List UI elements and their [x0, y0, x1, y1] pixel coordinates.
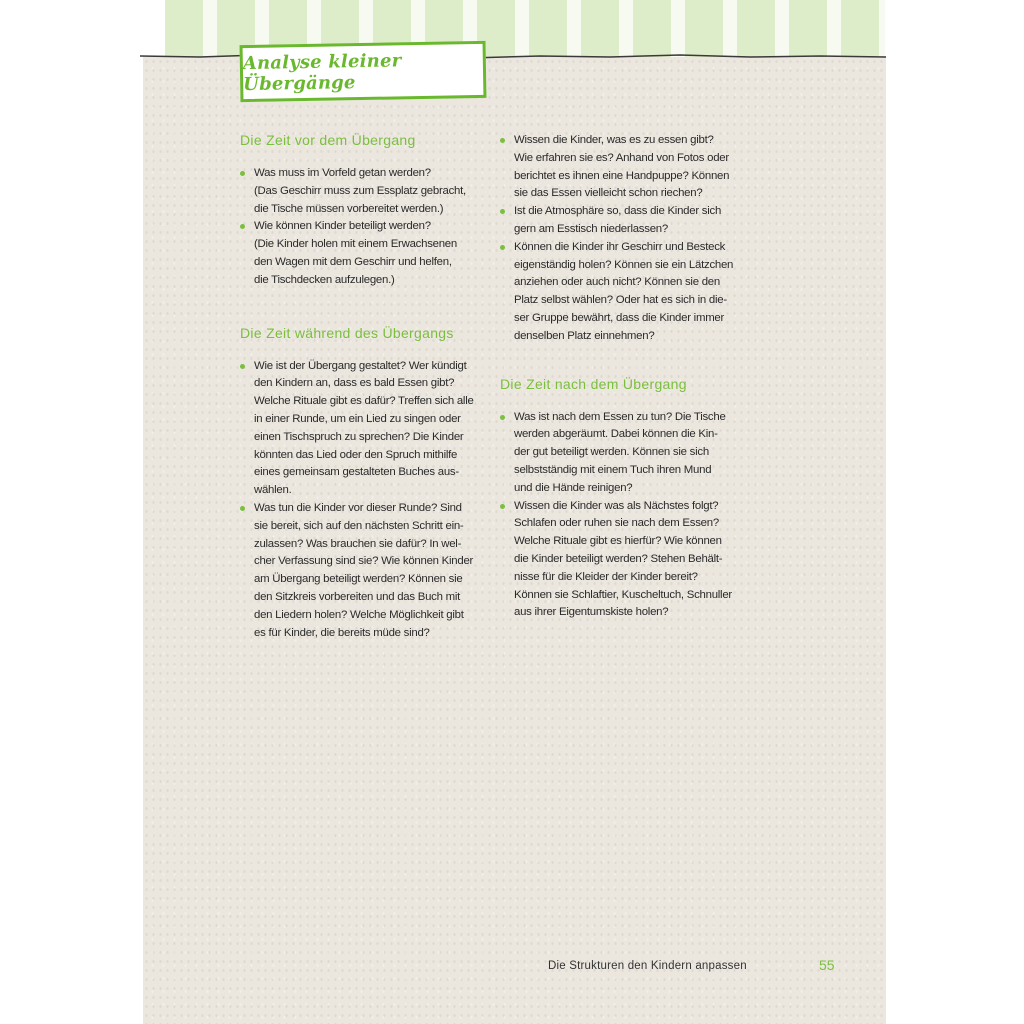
list-during-transition-continued — [500, 132, 745, 346]
line: Wie erfahren sie es? Anhand von Fotos oder — [514, 151, 729, 164]
line: berichtet es ihnen eine Handpuppe? Können — [514, 169, 730, 182]
line: selbstständig mit einem Tuch ihren Mund — [514, 463, 712, 476]
section-title: Analyse kleiner Übergänge — [242, 49, 402, 95]
line: anziehen oder auch nicht? Können sie den — [514, 276, 720, 289]
line: Wie können Kinder beteiligt werden? — [254, 220, 431, 233]
line: der gut beteiligt werden. Können sie sich — [514, 446, 709, 459]
list-item — [240, 218, 485, 289]
line: wählen. — [254, 484, 292, 497]
line: aus ihrer Eigentumskiste holen? — [514, 606, 669, 619]
line: Können die Kinder ihr Geschirr und Besteck — [514, 240, 726, 253]
left-column — [240, 132, 485, 642]
line: (Das Geschirr muss zum Essplatz gebracht, — [254, 184, 466, 197]
line: cher Verfassung sind sie? Wie können Kinder — [254, 555, 474, 568]
list-after-transition — [500, 409, 745, 623]
line: eines gemeinsam gestalteten Buches aus- — [254, 466, 459, 479]
bullet-icon — [240, 224, 245, 229]
list-during-transition — [240, 358, 485, 643]
line: sie bereit, sich auf den nächsten Schritt ein- — [254, 519, 464, 532]
right-column — [500, 132, 745, 622]
line: einen Tischspruch zu sprechen? Die Kinder — [254, 430, 464, 443]
list-item — [240, 165, 485, 218]
list-item — [500, 498, 745, 623]
list-item — [500, 203, 745, 239]
line: den Kindern an, dass es bald Essen gibt? — [254, 377, 455, 390]
bullet-icon — [500, 504, 505, 509]
line: könnten das Lied oder den Spruch mithilfe — [254, 448, 458, 461]
line: Platz selbst wählen? Oder hat es sich in die- — [514, 294, 727, 307]
line: und die Hände reinigen? — [514, 481, 633, 494]
line: eigenständig holen? Können sie ein Lätzchen — [514, 258, 734, 271]
line: werden abgeräumt. Dabei können die Kin- — [514, 428, 718, 441]
line: Was muss im Vorfeld getan werden? — [254, 167, 431, 179]
line: zulassen? Was brauchen sie dafür? In wel- — [254, 537, 462, 550]
line: denselben Platz einnehmen? — [514, 329, 655, 342]
bullet-icon — [500, 245, 505, 250]
line: Was ist nach dem Essen zu tun? Die Tische — [514, 410, 726, 423]
bullet-icon — [240, 506, 245, 511]
line: die Tische müssen vorbereitet werden.) — [254, 202, 444, 215]
bullet-icon — [240, 171, 245, 176]
line: die Kinder beteiligt werden? Stehen Behält- — [514, 552, 723, 565]
list-item — [500, 239, 745, 346]
line: in einer Runde, um ein Lied zu singen oder — [254, 412, 461, 425]
bullet-icon — [500, 209, 505, 214]
bullet-icon — [500, 138, 505, 143]
list-item — [240, 500, 485, 642]
line: gern am Esstisch niederlassen? — [514, 222, 668, 235]
bullet-icon — [240, 364, 245, 369]
footer-chapter-title: Die Strukturen den Kindern anpassen — [548, 960, 747, 972]
line: Was tun die Kinder vor dieser Runde? Sind — [254, 501, 462, 514]
line: Welche Rituale gibt es dafür? Treffen sich alle — [254, 395, 474, 408]
line: Schlafen oder ruhen sie nach dem Essen? — [514, 517, 719, 530]
line: Können sie Schlaftier, Kuscheltuch, Schnuller — [514, 588, 732, 601]
list-before-transition — [240, 165, 485, 290]
line: (Die Kinder holen mit einem Erwachsenen — [254, 238, 457, 251]
line: den Sitzkreis vorbereiten und das Buch mit — [254, 590, 461, 603]
list-item — [500, 409, 745, 498]
line: am Übergang beteiligt werden? Können sie — [254, 573, 463, 586]
heading-before-transition: Die Zeit vor dem Übergang — [240, 132, 416, 148]
line: ser Gruppe bewährt, dass die Kinder immer — [514, 311, 725, 324]
section-title-box — [240, 41, 487, 102]
line: den Liedern holen? Welche Möglichkeit gibt — [254, 608, 464, 621]
heading-after-transition: Die Zeit nach dem Übergang — [500, 375, 687, 392]
line: sie das Essen vielleicht schon riechen? — [514, 187, 703, 200]
line: nisse für die Kleider der Kinder bereit? — [514, 570, 698, 583]
bullet-icon — [500, 415, 505, 420]
page-number: 55 — [819, 957, 835, 973]
line: Ist die Atmosphäre so, dass die Kinder sich — [514, 205, 722, 218]
list-item — [240, 358, 485, 500]
list-item — [500, 132, 745, 203]
line: Wissen die Kinder, was es zu essen gibt? — [514, 134, 714, 146]
line: Wie ist der Übergang gestaltet? Wer kündigt — [254, 359, 467, 372]
line: den Wagen mit dem Geschirr und helfen, — [254, 255, 452, 268]
line: Welche Rituale gibt es hierfür? Wie können — [514, 535, 722, 548]
line: Wissen die Kinder was als Nächstes folgt? — [514, 499, 719, 512]
line: die Tischdecken aufzulegen.) — [254, 273, 395, 286]
line: es für Kinder, die bereits müde sind? — [254, 626, 430, 639]
heading-during-transition: Die Zeit während des Übergangs — [240, 324, 454, 341]
